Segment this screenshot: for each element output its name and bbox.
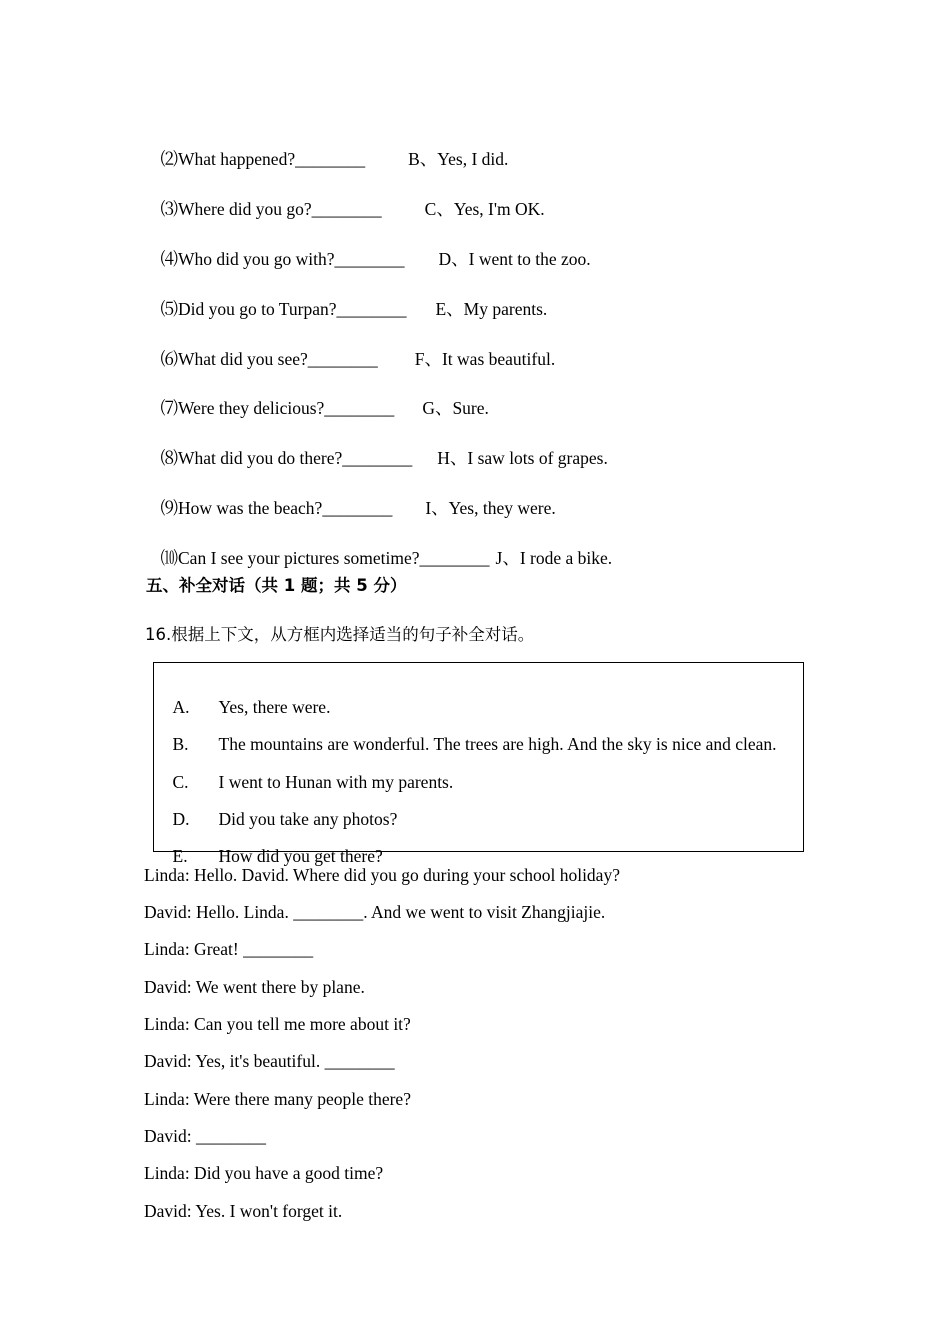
dialogue-line: Linda: Hello. David. Where did you go during your school holiday? (144, 865, 620, 885)
matching-question: ⑶Where did you go?________ (160, 199, 382, 219)
option-letter: D. (172, 809, 190, 829)
dialogue-line: Linda: Were there many people there? (144, 1089, 411, 1109)
option-text: Did you take any photos? (218, 809, 398, 829)
option-letter: B. (172, 734, 189, 754)
matching-answer: E、My parents. (435, 299, 548, 319)
dialogue-line: Linda: Great! ________ (144, 939, 314, 959)
matching-question: ⑷Who did you go with?________ (160, 249, 405, 269)
matching-answer: H、I saw lots of grapes. (437, 448, 608, 468)
dialogue-line: David: Yes, it's beautiful. ________ (144, 1051, 395, 1071)
matching-question: ⑼How was the beach?________ (160, 498, 393, 518)
dialogue-line: David: We went there by plane. (144, 977, 365, 997)
matching-question: ⑵What happened?________ (160, 149, 366, 169)
matching-answer: G、Sure. (422, 398, 489, 418)
matching-question: ⑹What did you see?________ (160, 349, 378, 369)
matching-question: ⑸Did you go to Turpan?________ (160, 299, 407, 319)
question-instruction: 16.根据上下文，从方框内选择适当的句子补全对话。 (145, 625, 535, 644)
matching-answer: I、Yes, they were. (425, 498, 556, 518)
option-letter: A. (172, 697, 190, 717)
dialogue-line: David: Yes. I won't forget it. (144, 1201, 343, 1221)
matching-answer: C、Yes, I'm OK. (424, 199, 545, 219)
dialogue-line: David: ________ (144, 1126, 267, 1146)
option-letter: C. (172, 772, 189, 792)
option-text: I went to Hunan with my parents. (218, 772, 454, 792)
dialogue-line: Linda: Did you have a good time? (144, 1163, 384, 1183)
option-text: The mountains are wonderful. The trees are high. And the sky is nice and clean. (218, 734, 777, 754)
matching-answer: D、I went to the zoo. (438, 249, 591, 269)
option-letter: E. (172, 846, 188, 866)
matching-answer: F、It was beautiful. (414, 349, 556, 369)
matching-answer: J、I rode a bike. (495, 548, 613, 568)
section-heading: 五、补全对话（共 1 题；共 5 分） (146, 576, 407, 595)
matching-answer: B、Yes, I did. (408, 149, 509, 169)
dialogue-line: Linda: Can you tell me more about it? (144, 1014, 411, 1034)
matching-question: ⑽Can I see your pictures sometime?________ (160, 548, 490, 568)
matching-question: ⑺Were they delicious?________ (160, 398, 395, 418)
option-text: Yes, there were. (218, 697, 331, 717)
option-text: How did you get there? (218, 846, 383, 866)
dialogue-line: David: Hello. Linda. ________. And we went to visit Zhangjiajie. (144, 902, 606, 922)
matching-question: ⑻What did you do there?________ (160, 448, 413, 468)
